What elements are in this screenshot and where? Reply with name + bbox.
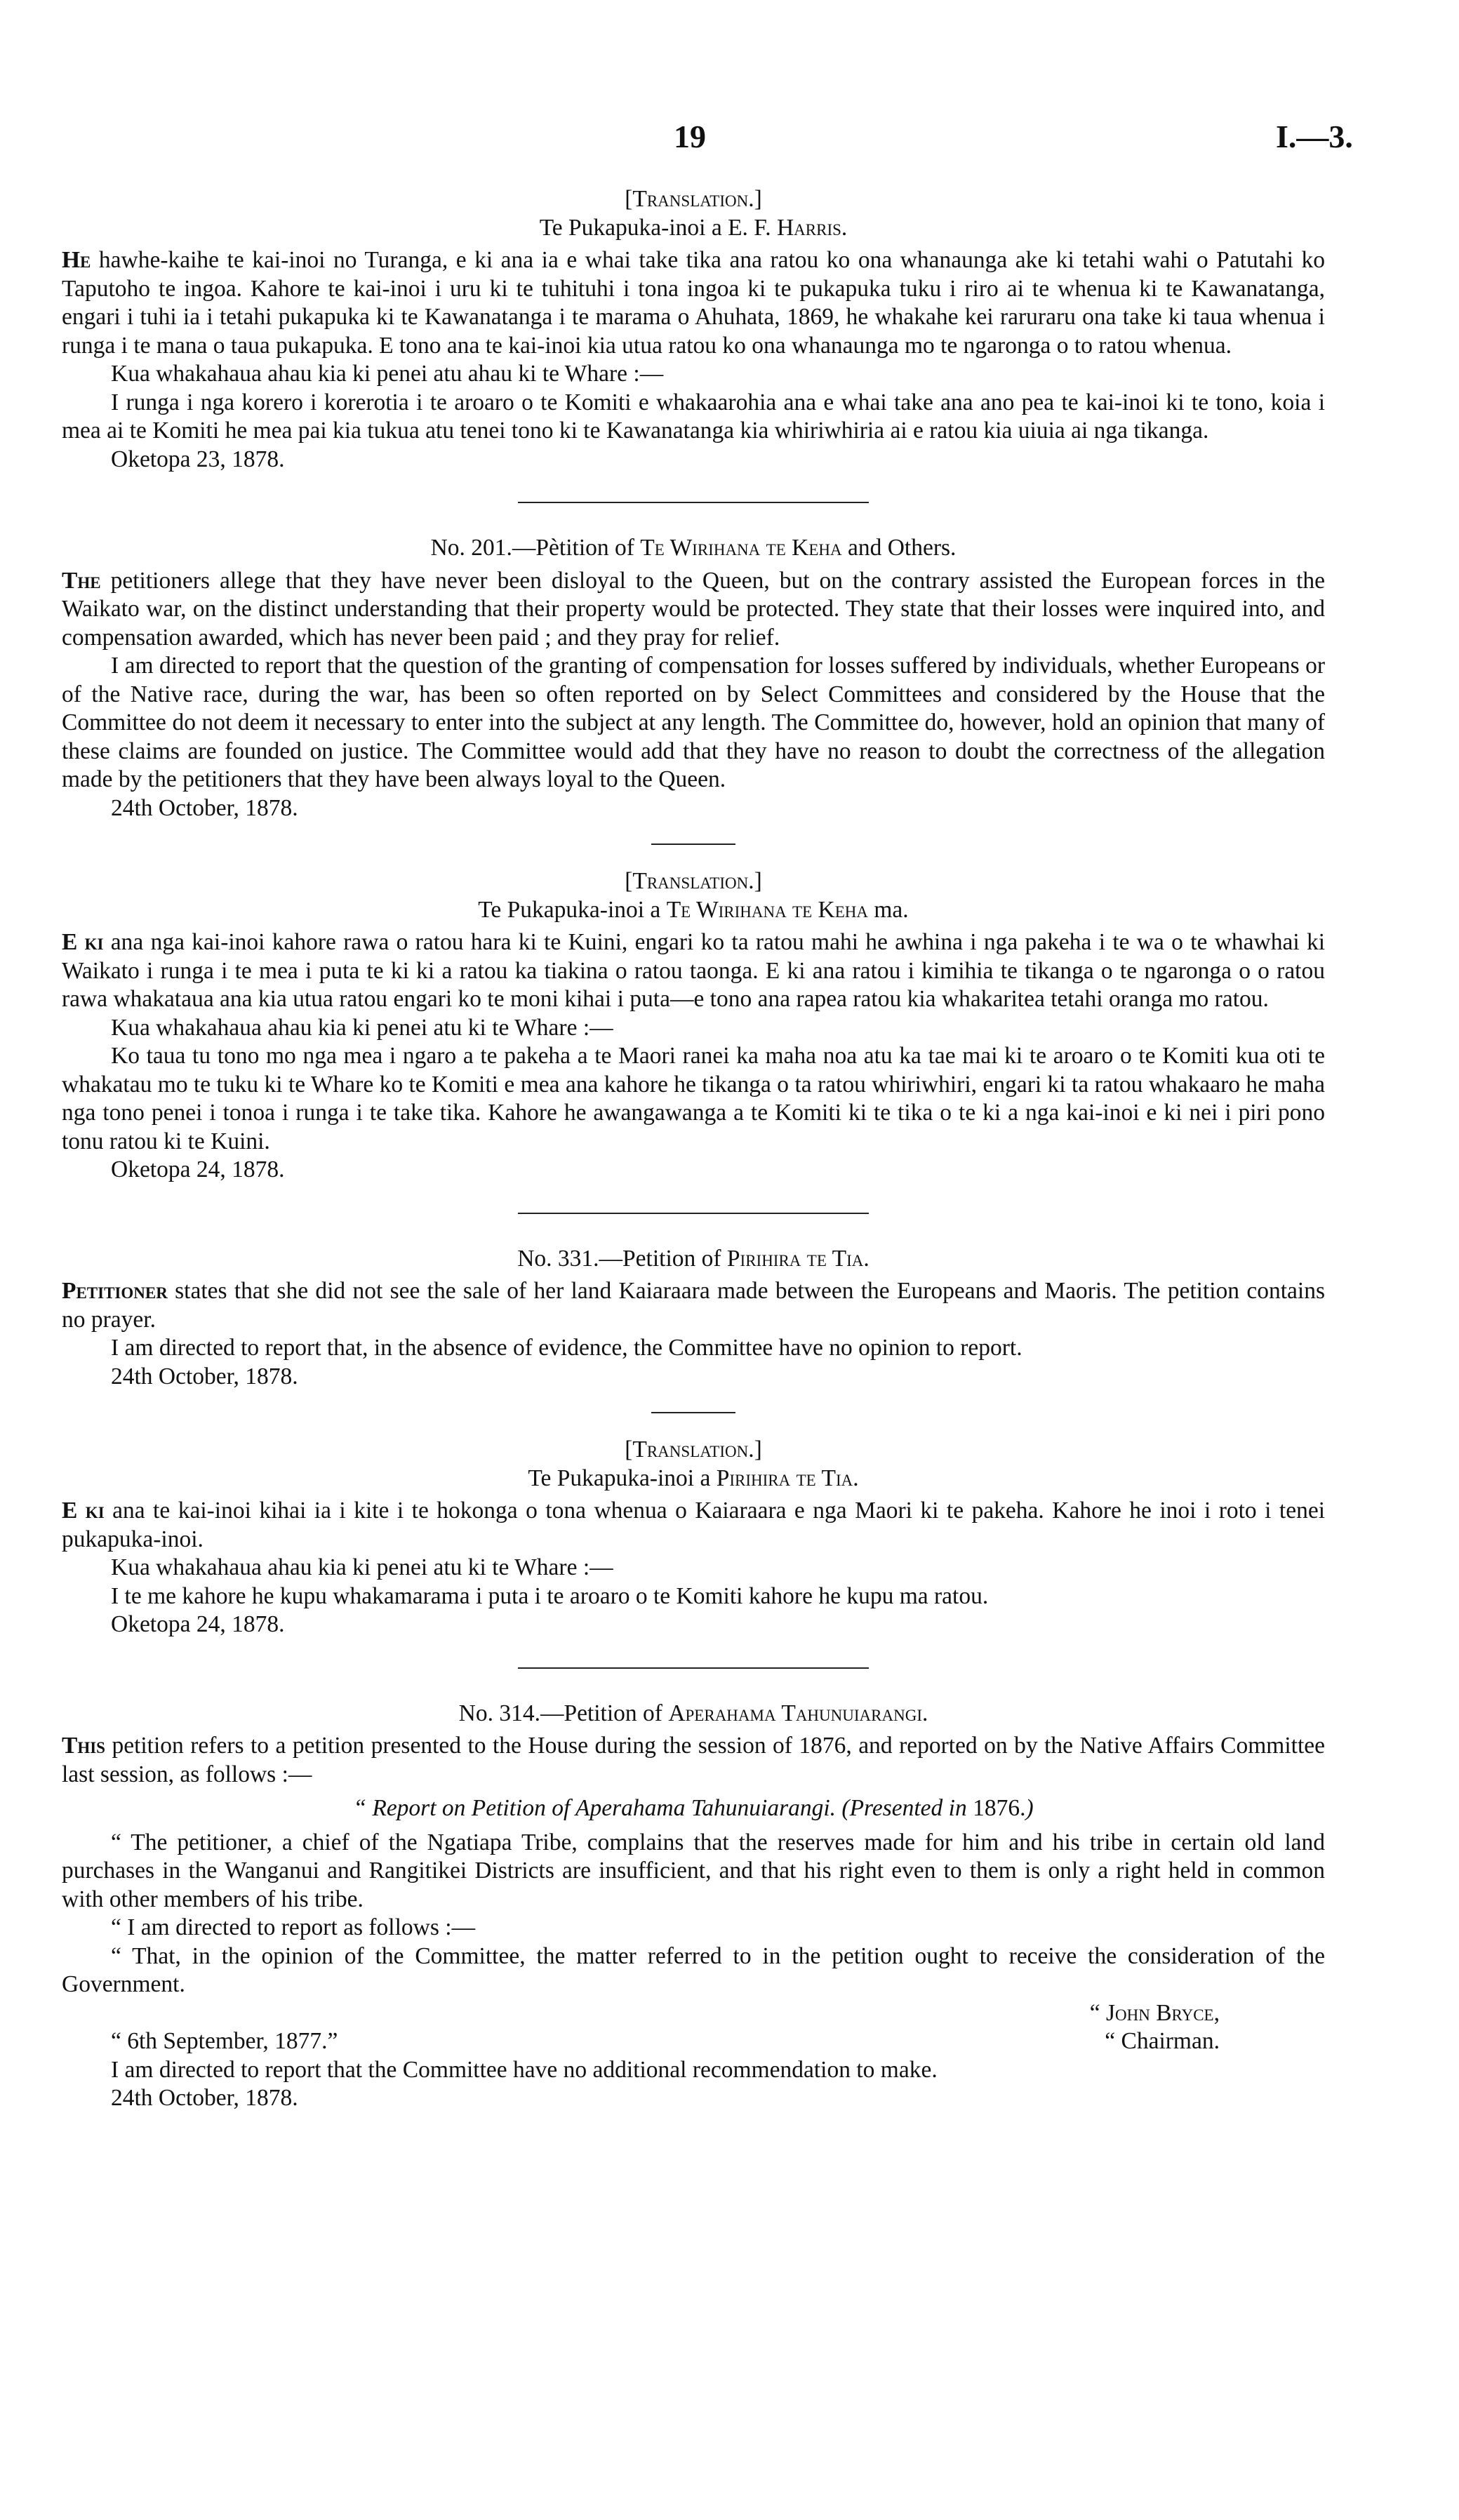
date-line: Oketopa 24, 1878. [111, 1611, 285, 1637]
section-title [62, 1465, 1325, 1493]
paragraph-text: ana te kai-inoi kihai ia i kite i te hokonga o tona whenua o Kaiaraara e nga Maori ki te pakeha. Kahore he inoi i roto i tenei pukapuka-inoi. [62, 1498, 1326, 1552]
petitioner-name: Te Wirihana te Keha [666, 896, 868, 923]
paragraph: Kua whakahaua ahau kia ki penei atu ki te Whare :— [111, 1014, 613, 1041]
section-pirihira-translation [62, 1436, 1325, 1639]
paragraph [62, 1277, 1325, 1334]
petitioner-name: Pirihira te Tia. [716, 1465, 859, 1491]
section-title [62, 1245, 1325, 1274]
lead-word: This [62, 1733, 105, 1759]
title-prefix: No. 201.—Pètition of [430, 535, 634, 561]
date-line: Oketopa 24, 1878. [111, 1156, 285, 1182]
signer-quote-mark: “ [1089, 1999, 1100, 2026]
paragraph [62, 1732, 1325, 1789]
translation-label: [Translation.] [625, 186, 762, 212]
page-body [62, 185, 1325, 2113]
date-line: 24th October, 1878. [111, 794, 298, 821]
petitioner-name: E. F. Harris. [728, 214, 848, 241]
paragraph [62, 567, 1325, 653]
title-prefix: No. 314.—Petition of [458, 1700, 662, 1726]
translation-label: [Translation.] [625, 868, 762, 894]
section-divider [518, 1667, 869, 1669]
quote-title-close: ) [1025, 1795, 1034, 1821]
paragraph: I am directed to report that, in the absence of evidence, the Committee have no opinion to report. [111, 1335, 1022, 1361]
lead-word: The [62, 567, 101, 594]
lead-word: He [62, 247, 91, 273]
lead-word: E ki [62, 929, 104, 955]
title-prefix: Te Pukapuka-inoi a [478, 896, 661, 923]
title-prefix: Te Pukapuka-inoi a [539, 214, 722, 241]
quote-date: “ 6th September, 1877.” [111, 2028, 338, 2054]
date-line: 24th October, 1878. [111, 1363, 298, 1389]
section-petition-201 [62, 534, 1325, 822]
paragraph: Ko taua tu tono mo nga mea i ngaro a te pakeha a te Maori ranei ka maha noa atu ka tae mai ki te aroaro o te Komiti kua oti te whakatau mo te tuku ki te Whare ko te Komiti e mea ana kahore he tikanga o ta ratou whiriwhiri, engari ki ta ratou whakaaro he maha nga tono penei i tonoa i runga i te take tika. Kahore he awangawanga a te Komiti ki te tika o te ki a nga kai-inoi e ki nei i piri pono tonu ratou ki te Kuini. [62, 1043, 1325, 1154]
section-title [62, 214, 1325, 243]
quoted-paragraph: “ The petitioner, a chief of the Ngatiapa Tribe, complains that the reserves made for him and his tribe in certain old land purchases in the Wanganui and Rangitikei Districts are insufficient, and that his right even to them is only a right held in common with other members of his tribe. [62, 1829, 1325, 1912]
paragraph: I te me kahore he kupu whakamarama i puta i te aroaro o te Komiti kahore he kupu ma ratou. [111, 1582, 989, 1609]
paragraph-text: hawhe-kaihe te kai-inoi no Turanga, e ki ana ia e whai take tika ana ratou ko ona whanaunga ake ki tetahi wahi o Patutahi ko Taputoho te ingoa. Kahore te kai-inoi i uru ki te tuhituhi i tona ingoa ki te pukapuka tuku i riro ai te whenua ki te Kawanatanga, engari i tuhi ia i tetahi pukapuka ki te Kawanatanga i te marama o Ahuhata, 1869, he whakahe kei raruraru ona take ki taua whenua i runga i te mana o taua pukapuka. E tono ana te kai-inoi kia utua ratou ko ona whanaunga mo te ngaronga o to ratou whenua. [62, 247, 1325, 359]
document-reference: I.—3. [1276, 119, 1353, 154]
section-divider [518, 1213, 869, 1214]
paragraph-text: petition refers to a petition presented to the House during the session of 1876, and reported on by the Native Affairs Committee last session, as follows :— [62, 1733, 1325, 1787]
paragraph: I runga i nga korero i korerotia i te aroaro o te Komiti e whakaarohia ana e whai take ana ano pea te kai-inoi ki te tono, koia i mea ai te Komiti he mea pai kia tukua atu tenei tono ki te Kawanatanga kia whiriwhiria ai e ratou kia uiuia ai nga tikanga. [62, 389, 1325, 444]
paragraph: Kua whakahaua ahau kia ki penei atu ki te Whare :— [111, 1554, 613, 1580]
translation-label: [Translation.] [625, 1436, 762, 1462]
section-wirihana-translation [62, 867, 1325, 1185]
section-harris-translation [62, 185, 1325, 474]
section-divider [651, 1412, 735, 1413]
title-suffix: and Others. [841, 535, 957, 561]
paragraph-text: petitioners allege that they have never been disloyal to the Queen, but on the contrary assisted the European forces in the Waikato war, on the distinct understanding that their property would be protected. They state that their losses were inquired into, and compensation awarded, which has never been paid ; and they pray for relief. [62, 567, 1325, 651]
date-line: Oketopa 23, 1878. [111, 446, 285, 472]
paragraph [62, 1497, 1325, 1554]
section-title [62, 534, 1325, 563]
quote-title-text: “ Report on Petition of Aperahama Tahunuiarangi. (Presented in [353, 1795, 973, 1821]
paragraph: Kua whakahaua ahau kia ki penei atu ahau ki te Whare :— [111, 361, 664, 387]
section-petition-331 [62, 1245, 1325, 1392]
section-title [62, 896, 1325, 925]
title-prefix: Te Pukapuka-inoi a [528, 1465, 711, 1491]
section-petition-314 [62, 1700, 1325, 2113]
paragraph: I am directed to report that the question of the granting of compensation for losses suffered by individuals, whether Europeans or of the Native race, during the war, has been so often reported on by Select Committees and considered by the House that the Committee do not deem it necessary to enter into the subject at any length. The Committee do, however, hold an opinion that many of these claims are founded on justice. The Committee would add that they have no reason to doubt the correctness of the allegation made by the petitioners that they have been always loyal to the Queen. [62, 653, 1325, 792]
section-divider [518, 502, 869, 503]
signer-name: John Bryce, [1105, 1999, 1220, 2026]
page-number: 19 [674, 119, 706, 154]
quote-date-row [62, 2027, 1325, 2056]
lead-word: E ki [62, 1498, 105, 1524]
signer-title: “ Chairman. [1105, 2028, 1220, 2054]
paragraph: I am directed to report that the Committee have no additional recommendation to make. [111, 2056, 938, 2083]
quoted-paragraph: “ I am directed to report as follows :— [111, 1914, 476, 1940]
title-prefix: No. 331.—Petition of [517, 1245, 721, 1272]
date-line: 24th October, 1878. [111, 2085, 298, 2111]
section-title [62, 1700, 1325, 1728]
title-suffix: ma. [868, 896, 909, 923]
quoted-paragraph: “ That, in the opinion of the Committee, the matter referred to in the petition ought to receive the consideration of the Government. [62, 1942, 1325, 1997]
petitioner-name: Aperahama Tahunuiarangi. [668, 1700, 928, 1726]
section-divider [651, 844, 735, 845]
petitioner-name: Pirihira te Tia. [726, 1245, 870, 1272]
lead-word: Petitioner [62, 1278, 168, 1304]
petitioner-name: Te Wirihana te Keha [640, 535, 842, 561]
paragraph-text: states that she did not see the sale of her land Kaiaraara made between the Europeans and Maoris. The petition contains no prayer. [62, 1278, 1325, 1333]
quote-title-year: 1876. [973, 1795, 1026, 1821]
paragraph-text: ana nga kai-inoi kahore rawa o ratou hara ki te Kuini, engari ko ta ratou mahi he awhina i nga pakeha i te wa o te whawhai ki Waikato i runga i te mea i puta te ki ki a ratou ka tiakina o ratou taonga. E ki ana ratou i kimihia te tikanga o te ngaronga o o ratou rawa whakataua ana kia utua ratou engari ko te moni kihai i puta—e tono ana rapea ratou kia whakaritea tetahi oranga mo ratou. [62, 929, 1326, 1012]
signer-line [62, 1999, 1325, 2028]
quoted-report-title [62, 1794, 1325, 1823]
paragraph [62, 928, 1325, 1014]
paragraph [62, 246, 1325, 360]
